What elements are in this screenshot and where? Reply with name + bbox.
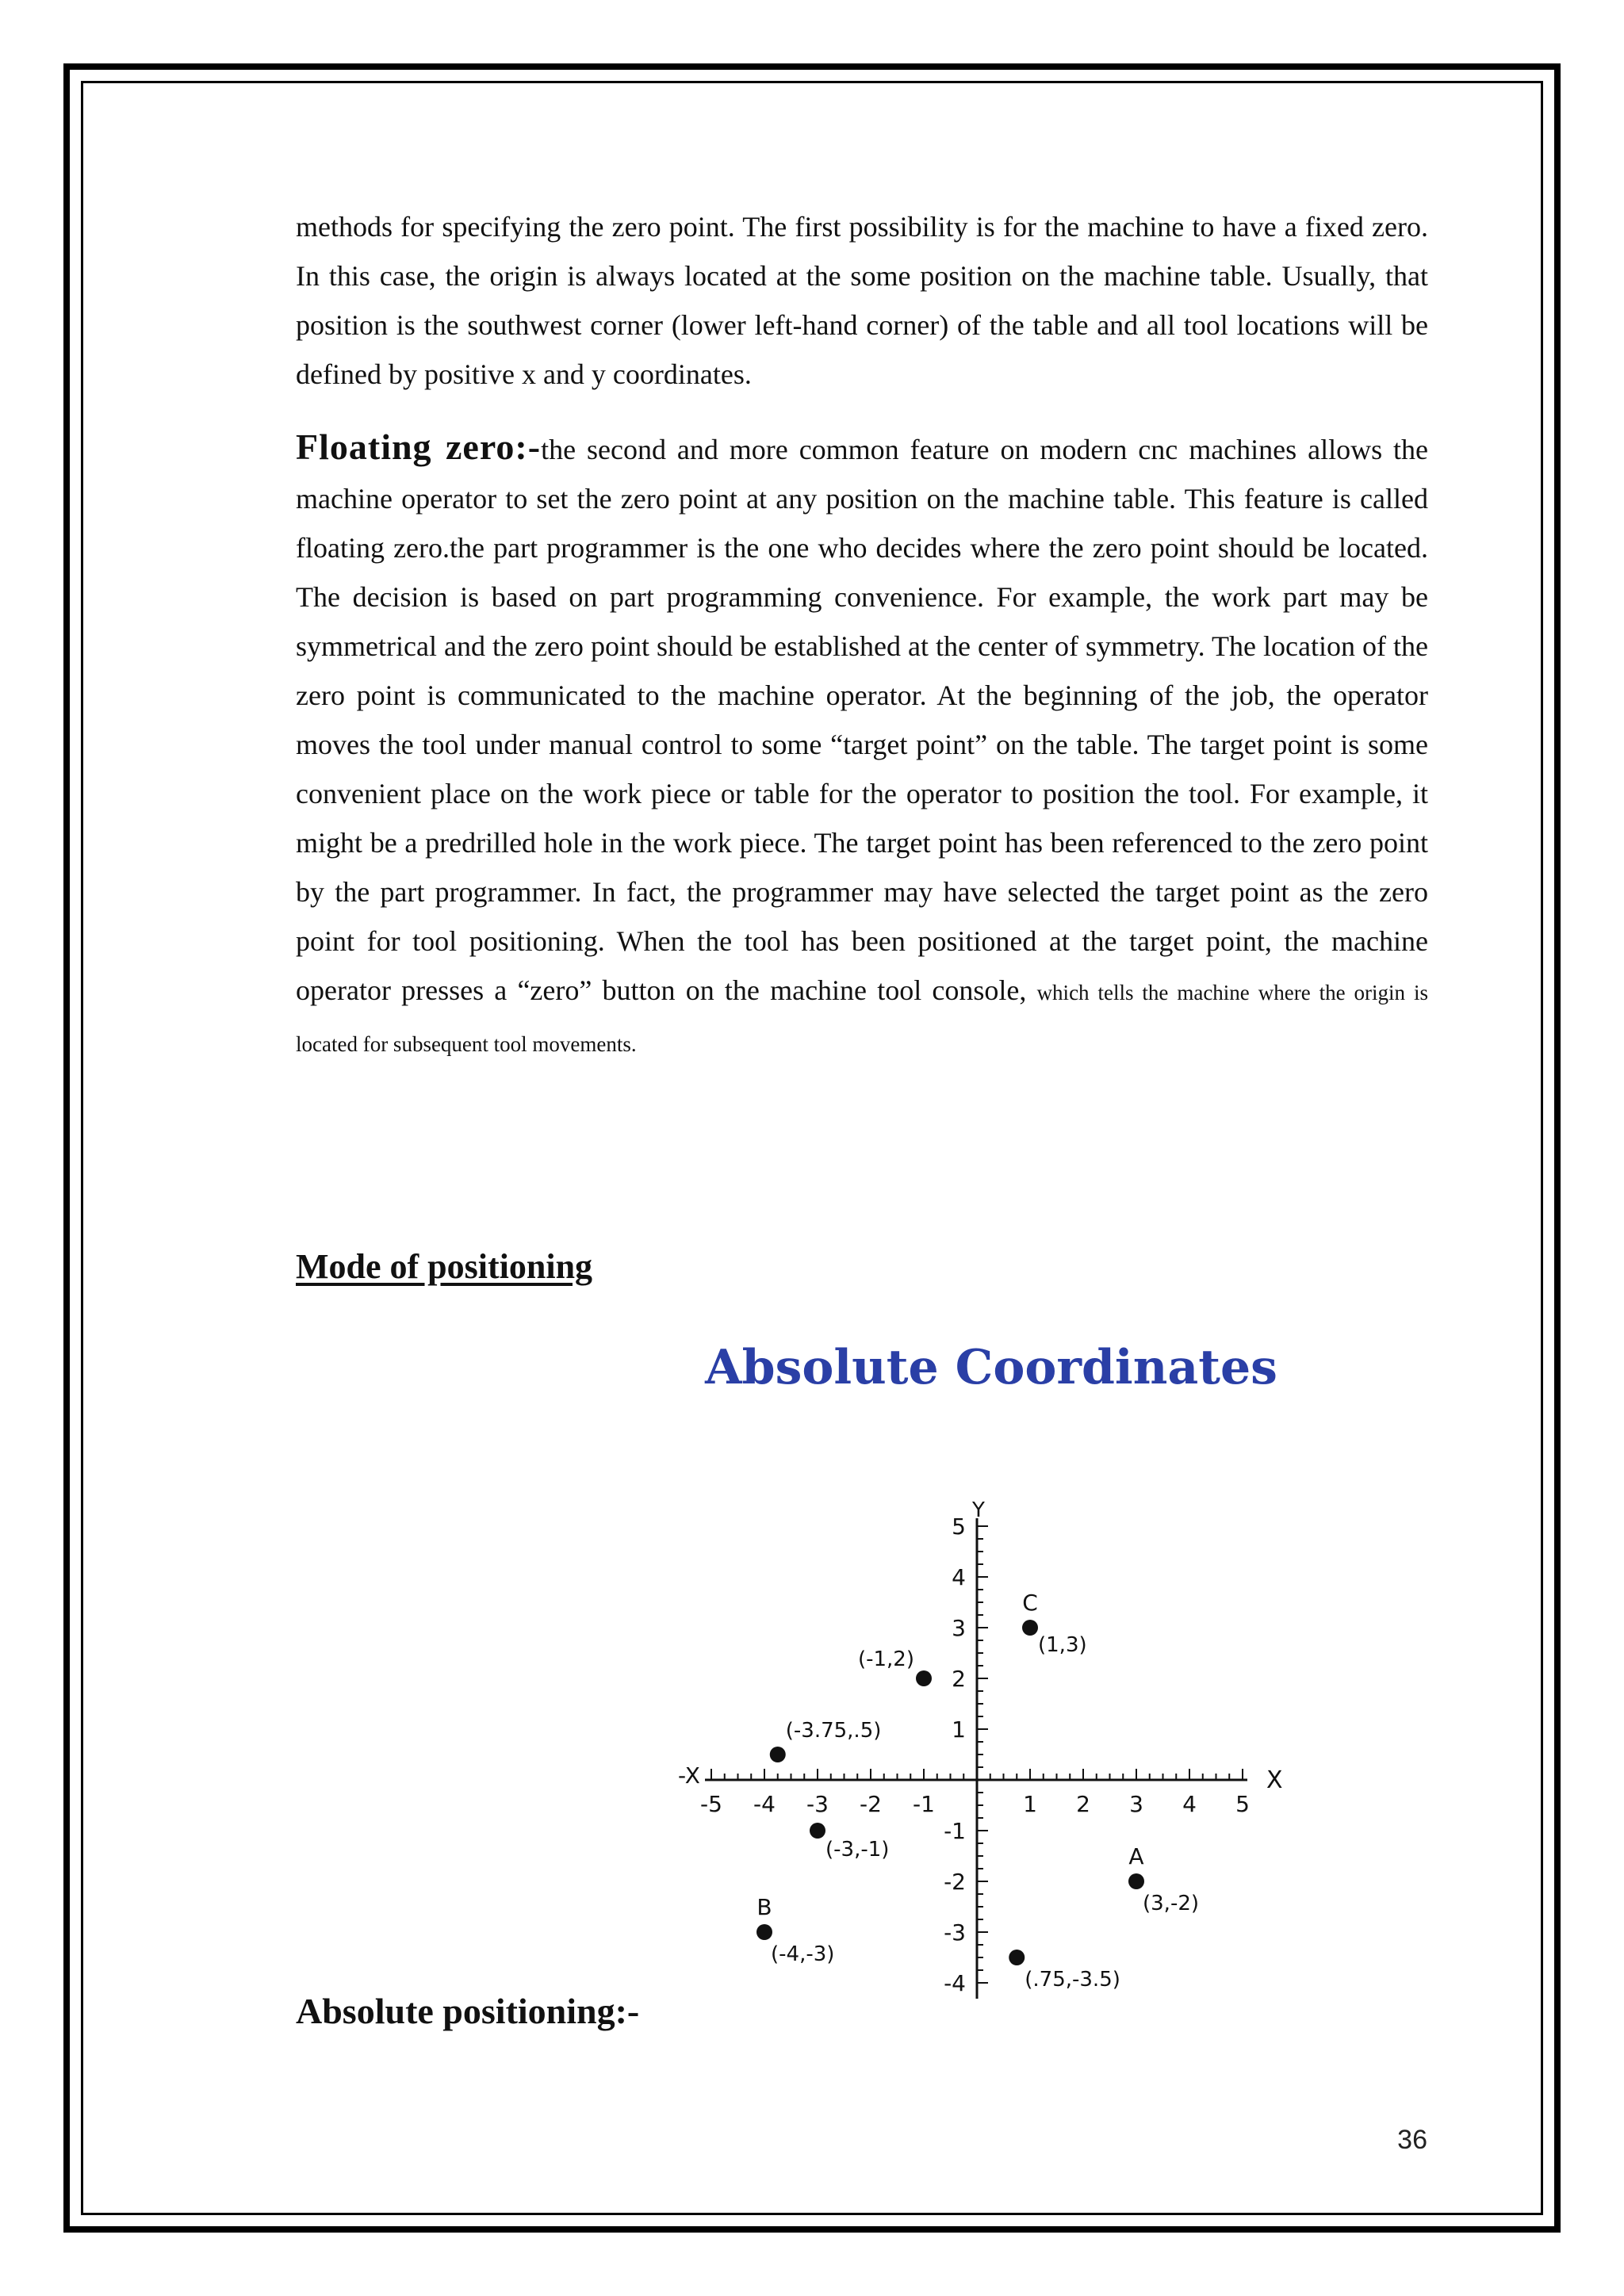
point-label: (3,-2)	[1143, 1892, 1200, 1915]
paragraph-fixed-zero: methods for specifying the zero point. The first possibility is for the machine to have a fixed zero. In this case, the origin is always located at the some position on the machine table. Usually, that position is the southwest corner (lower left-hand corner) of the table and all tool locations will be defined by positive x and y coordinates.	[296, 211, 1428, 390]
x-tick-label: -1	[913, 1791, 935, 1817]
x-tick-label: -5	[700, 1791, 722, 1817]
x-axis-label: X	[1266, 1766, 1283, 1794]
data-point	[756, 1924, 772, 1940]
x-tick-label: 5	[1235, 1791, 1250, 1817]
heading-absolute-positioning: Absolute positioning:-	[296, 1991, 640, 2031]
figure-title: Absolute Coordinates	[705, 1340, 1277, 1395]
point-label: (.75,-3.5)	[1025, 1968, 1120, 1992]
data-point	[810, 1823, 825, 1839]
point-label: (-4,-3)	[771, 1942, 835, 1966]
data-point	[1128, 1873, 1144, 1889]
y-axis-label: Y	[972, 1498, 985, 1522]
x-tick-label: -2	[860, 1791, 882, 1817]
y-tick-label: 5	[952, 1513, 966, 1540]
point-label: (-1,2)	[857, 1647, 914, 1671]
point-label: (1,3)	[1038, 1633, 1087, 1657]
point-label: (-3.75,.5)	[785, 1719, 882, 1743]
paragraph-floating-zero	[296, 423, 1428, 1069]
point-letter: A	[1128, 1843, 1144, 1869]
data-point	[1009, 1950, 1025, 1965]
data-point	[1022, 1620, 1038, 1636]
point-letter: C	[1022, 1590, 1038, 1616]
x-tick-label: 2	[1076, 1791, 1090, 1817]
y-tick-label: 3	[952, 1615, 966, 1641]
floating-zero-lead: Floating zero:-	[296, 427, 542, 467]
x-axis-neg-label: -X	[678, 1762, 700, 1789]
x-tick-label: -4	[753, 1791, 776, 1817]
data-point	[770, 1747, 786, 1762]
data-point	[916, 1670, 932, 1686]
heading-mode-of-positioning: Mode of positioning	[296, 1247, 593, 1286]
y-tick-label: -3	[944, 1919, 966, 1946]
y-tick-label: -2	[944, 1869, 966, 1895]
y-tick-label: 2	[952, 1666, 966, 1692]
x-tick-label: -3	[806, 1791, 829, 1817]
floating-zero-body: the second and more common feature on modern cnc machines allows the machine operator to set the zero point at any position on the machine table. This feature is called floating zero.the part programmer is the one who decides where the zero point should be located. The decision is based on part programming convenience. For example, the work part may be symmetrical and the zero point should be established at the center of symmetry. The location of the zero point is communicated to the machine operator. At the beginning of the job, the operator moves the tool under manual control to some “target point” on the table. The target point is some convenient place on the work piece or table for the operator to position the tool. For example, it might be a predrilled hole in the work piece. The target point has been referenced to the zero point by the part programmer. In fact, the programmer may have selected the target point as the zero point for tool positioning. When the tool has been positioned at the target point, the machine operator presses a “zero” button on the machine tool console,	[296, 434, 1428, 1006]
coordinate-plot	[650, 1340, 1332, 2006]
y-tick-label: -4	[944, 1970, 966, 1996]
y-tick-label: 1	[952, 1716, 966, 1743]
page-content	[296, 202, 1428, 1069]
floating-zero-small-text: which tells the machine where the origin is located for subsequent tool movements.	[296, 981, 1428, 1056]
x-tick-label: 1	[1023, 1791, 1037, 1817]
page-number: 36	[1397, 2125, 1427, 2155]
point-label: (-3,-1)	[825, 1838, 890, 1862]
x-tick-label: 4	[1182, 1791, 1197, 1817]
y-tick-label: 4	[952, 1564, 966, 1590]
absolute-coordinates-figure	[650, 1340, 1332, 2006]
point-letter: B	[756, 1894, 772, 1920]
x-tick-label: 3	[1129, 1791, 1143, 1817]
y-tick-label: -1	[944, 1818, 966, 1844]
